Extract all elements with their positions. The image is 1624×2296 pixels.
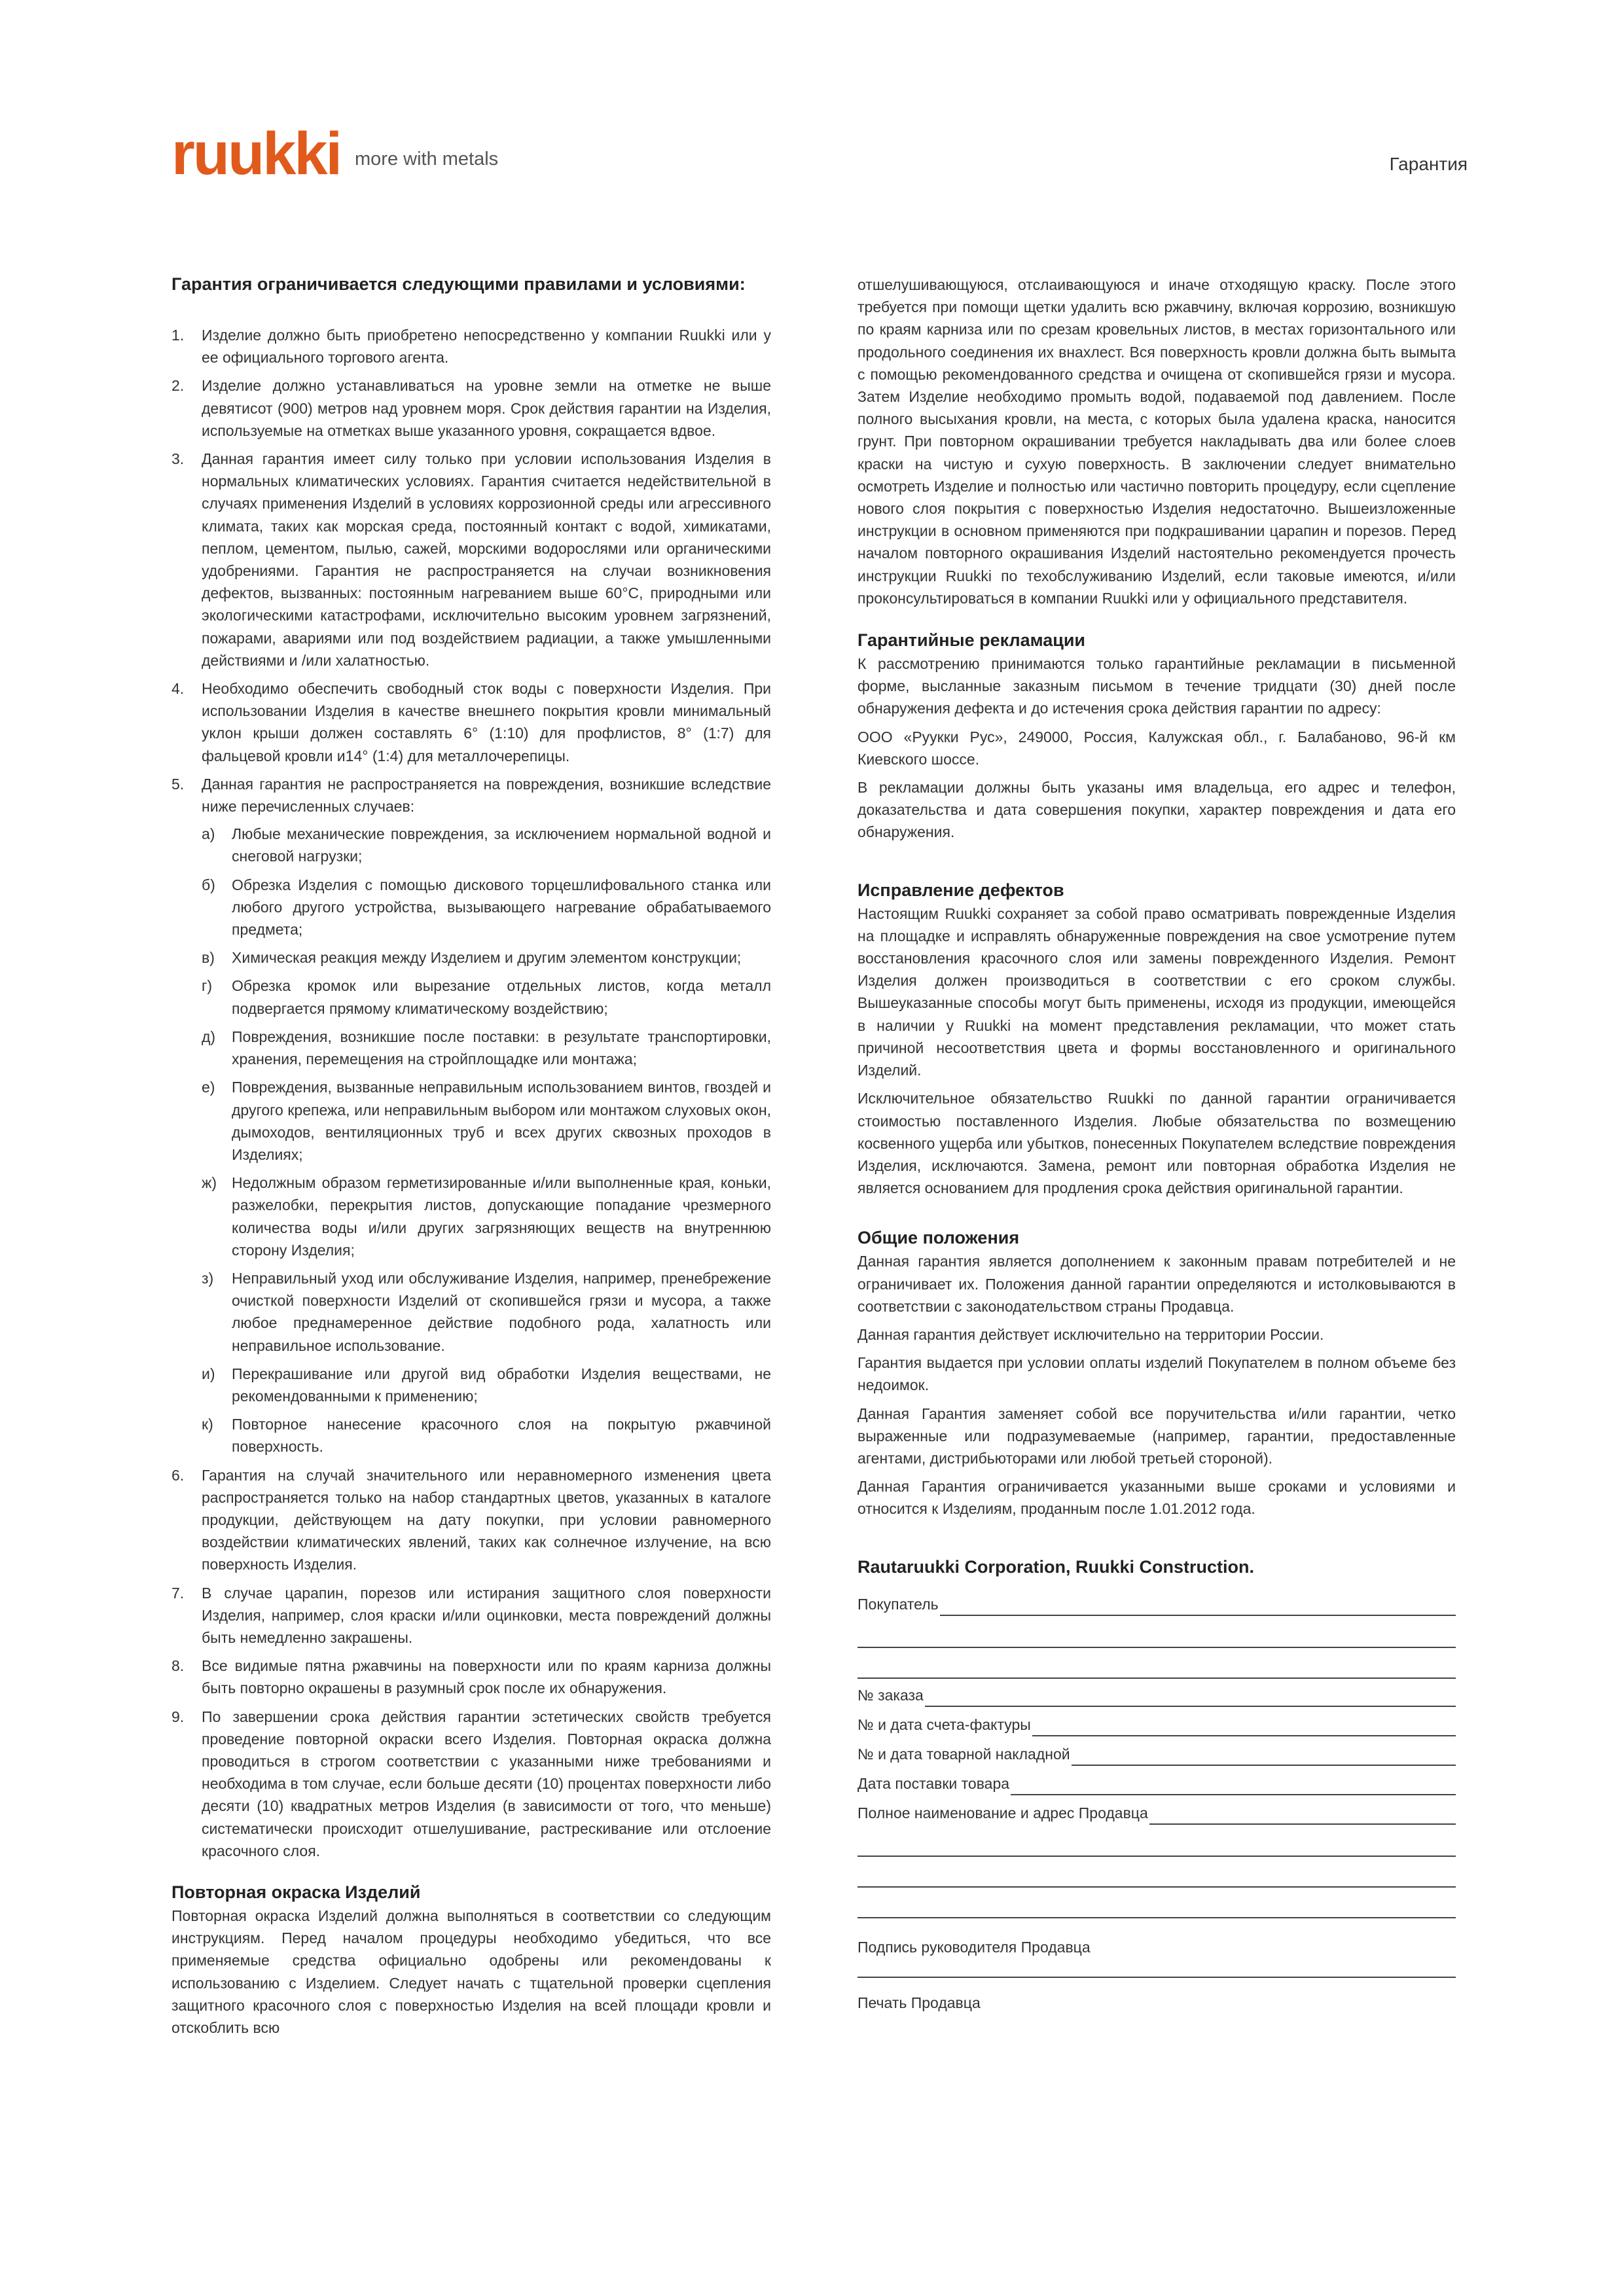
general-paragraph: Данная Гарантия ограничивается указанными выше сроками и условиями и относится к Изделиям, проданным после 1.01.2012 года. bbox=[857, 1478, 1456, 1518]
condition-item: 8. Все видимые пятна ржавчины на поверхности или по краям карниза должны быть повторно окрашены в разумный срок после их обнаружения. bbox=[171, 1657, 771, 1697]
defects-paragraph: Настоящим Ruukki сохраняет за собой право осматривать поврежденные Изделия на площадке и исправлять обнаруженные повреждения на свое усмотрение путем восстановления красочного слоя или замены поврежденного Изделия. Ремонт Изделия должен производиться в соответствии с его сроком службы. Вышеуказанные способы могут быть применены, исходя из продукции, имеющейся в наличии у Ruukki на момент представления рекламации, что может стать причиной несоответствия цвета и формы восстановленного и оригинального Изделий. bbox=[857, 905, 1456, 1079]
conditions-heading: Гарантия ограничивается следующими правилами и условиями: bbox=[171, 274, 746, 294]
conditions-list bbox=[171, 324, 771, 1862]
exclusion-item: в) Химическая реакция между Изделием и другим элементом конструкции; bbox=[202, 949, 742, 967]
claims-paragraph: К рассмотрению принимаются только гарантийные рекламации в письменной форме, высланные заказным письмом в течение тридцати (30) дней после обнаружения дефекта и до истечения срока действия гарантии по адресу: bbox=[857, 655, 1456, 717]
exclusion-item: г) Обрезка кромок или вырезание отдельных листов, когда металл подвергается прямому климатическому воздействию; bbox=[202, 977, 771, 1017]
general-paragraph: Данная гарантия действует исключительно на территории России. bbox=[857, 1325, 1324, 1343]
exclusion-item: а) Любые механические повреждения, за исключением нормальной водной и снеговой нагрузки; bbox=[202, 825, 771, 865]
invoice-field[interactable]: № и дата счета-фактуры bbox=[857, 1714, 1456, 1736]
exclusions-sublist bbox=[202, 823, 771, 1458]
logo-tagline: more with metals bbox=[355, 149, 499, 170]
exclusion-item: е) Повреждения, вызванные неправильным использованием винтов, гвоздей и другого крепежа, или неправильным выбором или монтажом слуховых окон, дымоходов, вентиляционных труб и всех других сквозных проходов в Изделиях; bbox=[202, 1079, 771, 1163]
stamp-label: Печать Продавца bbox=[857, 1994, 981, 2011]
exclusion-item: з) Неправильный уход или обслуживание Изделия, например, пренебрежение очисткой поверхности Изделий от скопившейся грязи и мусора, а также любое преднамеренное действие подобного рода, халатность или неправильное использование. bbox=[202, 1269, 771, 1354]
defects-paragraph: Исключительное обязательство Ruukki по данной гарантии ограничивается стоимостью поставленного Изделия. Любые обязательства по возмещению косвенного ущерба или убытков, понесенных Покупателем вследствие повреждения Изделия, исключаются. Замена, ремонт или повторная обработка Изделия не является основанием для продления срока действия оригинальной гарантии. bbox=[857, 1090, 1456, 1197]
general-paragraph: Гарантия выдается при условии оплаты изделий Покупателем в полном объеме без недоимок. bbox=[857, 1354, 1456, 1394]
condition-item: 2. Изделие должно устанавливаться на уровне земли на отметке не выше девятисот (900) метров над уровнем моря. Срок действия гарантии на Изделия, используемые на отметках выше указанного уровня, сокращается вдвое. bbox=[171, 377, 771, 439]
buyer-field[interactable]: Покупатель bbox=[857, 1594, 1456, 1616]
claims-heading: Гарантийные рекламации bbox=[857, 630, 1086, 651]
general-heading: Общие положения bbox=[857, 1228, 1020, 1248]
condition-item: 7. В случае царапин, порезов или истирания защитного слоя поверхности Изделия, например, слоя краски и/или оцинковки, места повреждений должны быть немедленно закрашены. bbox=[171, 1584, 771, 1646]
condition-item: 3. Данная гарантия имеет силу только при условии использования Изделия в нормальных климатических условиях. Гарантия считается недействительной в случаях применения Изделий в условиях коррозионной среды или агрессивного климата, таких как морская среда, постоянный контакт с водой, химикатами, пеплом, цементом, пылью, сажей, морскими водорослями или органическими удобрениями. Гарантия не распространяется на случаи возникновения дефектов, вызванных: постоянным нагреванием выше 60°С, природными или экологическими катастрофами, исключительно высоким уровнем загрязнений, пожарами, авариями или под воздействием радиации, а также умышленными действиями и /или халатностью. bbox=[171, 450, 771, 669]
company-name: Rautaruukki Corporation, Ruukki Construction. bbox=[857, 1556, 1255, 1577]
condition-item: 5. Данная гарантия не распространяется на повреждения, возникшие вследствие ниже перечисленных случаев: а) Любые механические повреждения, за исключением нормальной водной и снеговой нагрузки; б) Обрезка Изделия с помощью дискового торцешлифовального станка или любого другого устройства, вызывающего нагревание обрабатываемого предмета; в) Химическая реакция между Изделием и другим элементом конструкции; г) Обрезка кромок или вырезание отдельных листов, когда металл подвергается прямому климатическому воздействию; д) Повреждения, возникшие после поставки: в результате транспортировки, хранения, перемещения на стройплощадке или монтажа; е) Повреждения, вызванные неправильным использованием винтов, гвоздей и другого крепежа, или неправильным выбором или монтажом слуховых окон, дымоходов, вентиляционных труб и всех других сквозных проходов в Изделиях; ж) Недолжным образом герметизированные и/или выполненные края, коньки, разжелобки, перекрытия листов, допускающие попадание чрезмерного количества воды и/или других загрязняющих веществ на внутреннюю сторону Изделия; з) Неправильный уход или обслуживание Изделия, например, пренебрежение очисткой поверхности Изделий от скопившейся грязи и мусора, а также любое преднамеренное действие подобного рода, халатность или неправильное использование. и) Перекрашивание или другой вид обработки Изделия веществами, не рекомендованными к применению; к) Повторное нанесение красочного слоя на покрытую ржавчиной поверхность. bbox=[171, 773, 771, 1458]
exclusion-item: б) Обрезка Изделия с помощью дискового торцешлифовального станка или любого другого устройства, вызывающего нагревание обрабатываемого предмета; bbox=[202, 876, 771, 939]
general-paragraph: Данная Гарантия заменяет собой все поручительства и/или гарантии, четко выраженные или подразумеваемые (например, гарантии, предоставленные агентами, дистрибьюторами или любой третьей стороной). bbox=[857, 1405, 1456, 1467]
exclusion-item: ж) Недолжным образом герметизированные и/или выполненные края, коньки, разжелобки, перекрытия листов, допускающие попадание чрезмерного количества воды и/или других загрязняющих веществ на внутреннюю сторону Изделия; bbox=[202, 1174, 771, 1259]
repaint-text-continued: отшелушивающуюся, отслаивающуюся и иначе отходящую краску. После этого требуется при помощи щетки удалить всю ржавчину, включая коррозию, возникшую по краям карниза или по срезам кровельных листов, в местах горизонтального или продольного соединения их внахлест. Вся поверхность кровли должна быть вымыта с помощью рекомендованного средства и очищена от скопившейся грязи и мусора. Затем Изделие необходимо промыть водой, подаваемой под давлением. После полного высыхания кровли, на места, с которых была удалена краска, наносится грунт. При повторном окрашивании требуется накладывать два или более слоев краски на чистую и сухую поверхность. В заключении следует внимательно осмотреть Изделие и полностью или частично повторить процедуру, если сцепление нового слоя покрытия с поверхностью Изделия недостаточно. Вышеизложенные инструкции в основном применяются при подкрашивании царапин и порезов. Перед началом повторного окрашивания Изделий настоятельно рекомендуется прочесть инструкции Ruukki по техобслуживанию Изделий, если таковые имеются, и/или проконсультироваться в компании Ruukki или у официального представителя. bbox=[857, 276, 1456, 607]
condition-item: 1. Изделие должно быть приобретено непосредственно у компании Ruukki или у ее официального торгового агента. bbox=[171, 327, 771, 367]
exclusion-item: и) Перекрашивание или другой вид обработки Изделия веществами, не рекомендованными к применению; bbox=[202, 1365, 771, 1405]
blank-line[interactable] bbox=[857, 1623, 1456, 1648]
seller-field[interactable]: Полное наименование и адрес Продавца bbox=[857, 1803, 1456, 1825]
right-column bbox=[857, 274, 1456, 2014]
condition-item: 6. Гарантия на случай значительного или неравномерного изменения цвета распространяется только на набор стандартных цветов, указанных в каталоге продукции, действующем на дату покупки, при условии равномерного воздействии климатических явлений, таких как солнечное излучение, на всю поверхность Изделия. bbox=[171, 1466, 771, 1573]
exclusion-item: д) Повреждения, возникшие после поставки: в результате транспортировки, хранения, перемещения на стройплощадке или монтажа; bbox=[202, 1028, 771, 1068]
left-column bbox=[171, 272, 771, 2039]
repaint-text: Повторная окраска Изделий должна выполняться в соответствии со следующим инструкциям. Перед началом процедуры необходимо убедиться, что все применяемые средства официально одобрены или рекомендованы к использованию с Изделием. Следует начать с тщательной проверки сцепления защитного красочного слоя с поверхностью Изделия на всей площади кровли и отскоблить всю bbox=[171, 1907, 771, 2037]
condition-item: 4. Необходимо обеспечить свободный сток воды с поверхности Изделия. При использовании Изделия в качестве внешнего покрытия кровли минимальный уклон крыши должен составлять 6° (1:10) для профлистов, 8° (1:7) для фальцевой кровли и14° (1:4) для металлочерепицы. bbox=[171, 680, 771, 764]
blank-line[interactable] bbox=[857, 1863, 1456, 1888]
claims-paragraph: В рекламации должны быть указаны имя владельца, его адрес и телефон, доказательства и дата совершения покупки, характер повреждения и дата его обнаружения. bbox=[857, 779, 1456, 841]
defects-heading: Исправление дефектов bbox=[857, 880, 1064, 900]
condition-item: 9. По завершении срока действия гарантии эстетических свойств требуется проведение повторной окраски всего Изделия. Повторная окраска должна проводиться в строгом соответствии с указанными ниже требованиями и необходима в том случае, если больше десяти (10) процентах поверхности либо десяти (10) квадратных метров Изделия (в зависимости от того, что меньше) систематически происходит отшелушивание, растрескивание или отслоение красочного слоя. bbox=[171, 1708, 771, 1859]
exclusion-item: к) Повторное нанесение красочного слоя на покрытую ржавчиной поверхность. bbox=[202, 1416, 771, 1456]
ruukki-logo: ruukki bbox=[171, 120, 341, 187]
repaint-heading: Повторная окраска Изделий bbox=[171, 1882, 421, 1902]
page-header bbox=[171, 120, 1468, 187]
waybill-field[interactable]: № и дата товарной накладной bbox=[857, 1744, 1456, 1766]
signature-label: Подпись руководителя Продавца bbox=[857, 1938, 1091, 1956]
signature-line[interactable] bbox=[857, 1958, 1456, 1978]
delivery-date-field[interactable]: Дата поставки товара bbox=[857, 1773, 1456, 1795]
blank-line[interactable] bbox=[857, 1832, 1456, 1857]
blank-line[interactable] bbox=[857, 1893, 1456, 1918]
document-title: Гарантия bbox=[1389, 154, 1468, 174]
general-paragraph: Данная гарантия является дополнением к законным правам потребителей и не ограничивает их. Положения данной гарантии определяются и истолковываются в соответствии с законодательством страны Продавца. bbox=[857, 1253, 1456, 1315]
order-number-field[interactable]: № заказа bbox=[857, 1685, 1456, 1707]
signature-form bbox=[857, 1594, 1456, 2014]
blank-line[interactable] bbox=[857, 1654, 1456, 1679]
claims-address: ООО «Руукки Рус», 249000, Россия, Калужская обл., г. Балабаново, 96-й км Киевского шоссе. bbox=[857, 728, 1456, 768]
